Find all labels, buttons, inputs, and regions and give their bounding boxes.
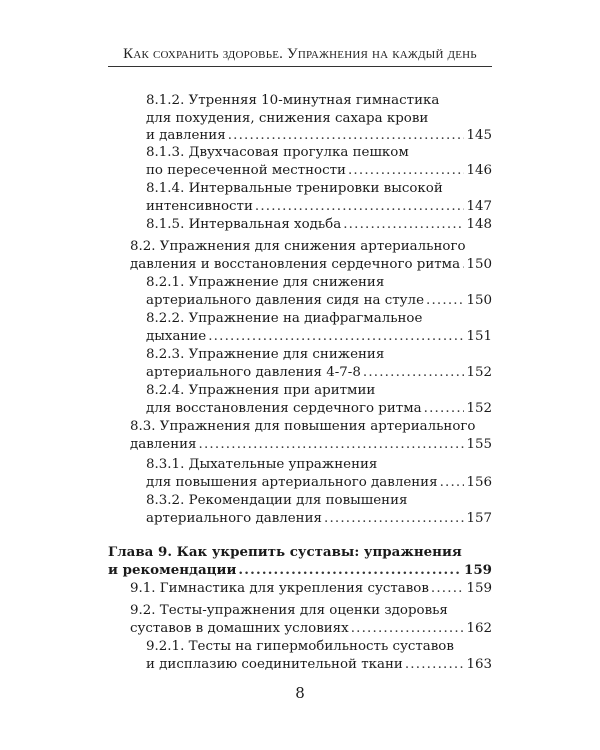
toc-last-line <box>130 436 492 454</box>
toc-entry-8-1-2[interactable] <box>146 92 492 145</box>
page-number: 8 <box>295 684 305 702</box>
dot-leader <box>351 620 465 638</box>
page-ref: 155 <box>466 436 492 452</box>
toc-line: 9.2.1. Тесты на гипермобильность суставов <box>146 639 454 654</box>
toc-text: 8.1.5. Интервальная ходьба <box>146 217 342 232</box>
toc-last-line <box>108 562 492 580</box>
toc-entry-9-2[interactable] <box>130 602 492 637</box>
toc-text: и давления <box>146 128 226 143</box>
dot-leader <box>228 127 465 145</box>
toc-last-line <box>146 292 492 310</box>
toc-text: артериального давления 4-7-8 <box>146 364 361 380</box>
header-rule <box>108 66 492 67</box>
dot-leader <box>462 256 464 274</box>
toc-chapter-9[interactable] <box>108 544 492 579</box>
toc-text: интенсивности <box>146 198 253 214</box>
toc-last-line <box>130 620 492 638</box>
toc-line: 8.1.4. Интервальные тренировки высокой <box>146 181 443 196</box>
toc-line: 8.2. Упражнения для снижения артериального <box>130 239 466 254</box>
dot-leader <box>426 292 464 310</box>
toc-last-line <box>130 256 492 274</box>
toc-last-line <box>146 474 492 492</box>
page-ref: 163 <box>466 656 492 672</box>
toc-entry-9-1[interactable] <box>130 580 492 598</box>
page-ref: 145 <box>466 128 492 143</box>
toc-entry-8-3[interactable] <box>130 418 492 453</box>
toc-line: 8.3. Упражнения для повышения артериального <box>130 419 476 434</box>
toc-text: для повышения артериального давления <box>146 474 438 490</box>
page-ref: 159 <box>466 581 492 596</box>
toc-entry-8-2-3[interactable] <box>146 346 492 381</box>
toc-entry-9-2-1[interactable] <box>146 638 492 673</box>
dot-leader <box>324 510 464 528</box>
toc-line: 8.2.1. Упражнение для снижения <box>146 275 385 290</box>
toc-entry-8-3-1[interactable] <box>146 456 492 491</box>
dot-leader <box>208 328 464 346</box>
toc-entry-8-1-5[interactable] <box>146 216 492 234</box>
dot-leader <box>440 474 465 492</box>
toc-text: давления <box>130 436 197 452</box>
running-header: Как сохранить здоровье. Упражнения на каждый день <box>123 46 477 62</box>
page-ref: 151 <box>466 328 492 344</box>
toc-line: 8.1.3. Двухчасовая прогулка пешком <box>146 145 409 160</box>
page-ref: 147 <box>466 198 492 214</box>
dot-leader <box>424 400 465 418</box>
dot-leader <box>405 656 465 674</box>
dot-leader <box>238 562 462 580</box>
page-ref: 150 <box>466 292 492 308</box>
toc-line: 8.3.1. Дыхательные упражнения <box>146 457 378 472</box>
toc-last-line <box>130 580 492 598</box>
toc-last-line <box>146 656 492 674</box>
toc-text: артериального давления сидя на стуле <box>146 292 424 308</box>
toc-line: для похудения, снижения сахара крови <box>146 110 429 126</box>
toc-line: 8.2.3. Упражнение для снижения <box>146 347 385 362</box>
toc-line: Глава 9. Как укрепить суставы: упражнения <box>108 544 462 560</box>
page-ref: 152 <box>466 364 492 380</box>
toc-entry-8-3-2[interactable] <box>146 492 492 527</box>
page-ref: 150 <box>466 256 492 272</box>
page-ref: 157 <box>466 510 492 526</box>
dot-leader <box>199 436 465 454</box>
toc-line: 9.2. Тесты-упражнения для оценки здоровья <box>130 603 448 618</box>
toc-text: артериального давления <box>146 510 322 526</box>
toc-last-line <box>146 198 492 216</box>
toc-entry-8-2-1[interactable] <box>146 274 492 309</box>
toc-text: суставов в домашних условиях <box>130 620 349 636</box>
dot-leader <box>431 580 465 598</box>
toc-line: 8.2.4. Упражнения при аритмии <box>146 383 376 398</box>
toc-entry-8-2[interactable] <box>130 238 492 273</box>
page-ref: 159 <box>464 561 492 578</box>
toc-text: и рекомендации <box>108 561 237 578</box>
toc-text: давления и восстановления сердечного ритма <box>130 256 461 272</box>
page-ref: 156 <box>466 474 492 490</box>
toc-line: 8.1.2. Утренняя 10-минутная гимнастика <box>146 93 440 108</box>
toc-last-line <box>146 510 492 528</box>
page-ref: 148 <box>466 217 492 232</box>
dot-leader <box>348 162 464 180</box>
dot-leader <box>255 198 465 216</box>
toc-line: 8.3.2. Рекомендации для повышения <box>146 493 408 508</box>
page-ref: 162 <box>466 620 492 636</box>
toc-last-line <box>146 400 492 418</box>
toc-last-line <box>146 127 492 145</box>
toc-text: и дисплазию соединительной ткани <box>146 656 403 672</box>
dot-leader <box>363 364 465 382</box>
toc-entry-8-2-4[interactable] <box>146 382 492 417</box>
toc-line: 8.2.2. Упражнение на диафрагмальное <box>146 311 423 326</box>
toc-last-line <box>146 328 492 346</box>
toc-last-line <box>146 216 492 234</box>
toc-entry-8-1-3[interactable] <box>146 144 492 179</box>
page-ref: 146 <box>466 162 492 178</box>
dot-leader <box>343 216 464 234</box>
toc-text: для восстановления сердечного ритма <box>146 400 422 416</box>
toc-entry-8-2-2[interactable] <box>146 310 492 345</box>
toc-text: 9.1. Гимнастика для укрепления суставов <box>130 581 429 596</box>
toc-last-line <box>146 364 492 382</box>
toc-text: по пересеченной местности <box>146 162 346 178</box>
toc-entry-8-1-4[interactable] <box>146 180 492 215</box>
page-ref: 152 <box>466 400 492 416</box>
toc-text: дыхание <box>146 328 207 344</box>
toc-last-line <box>146 162 492 180</box>
